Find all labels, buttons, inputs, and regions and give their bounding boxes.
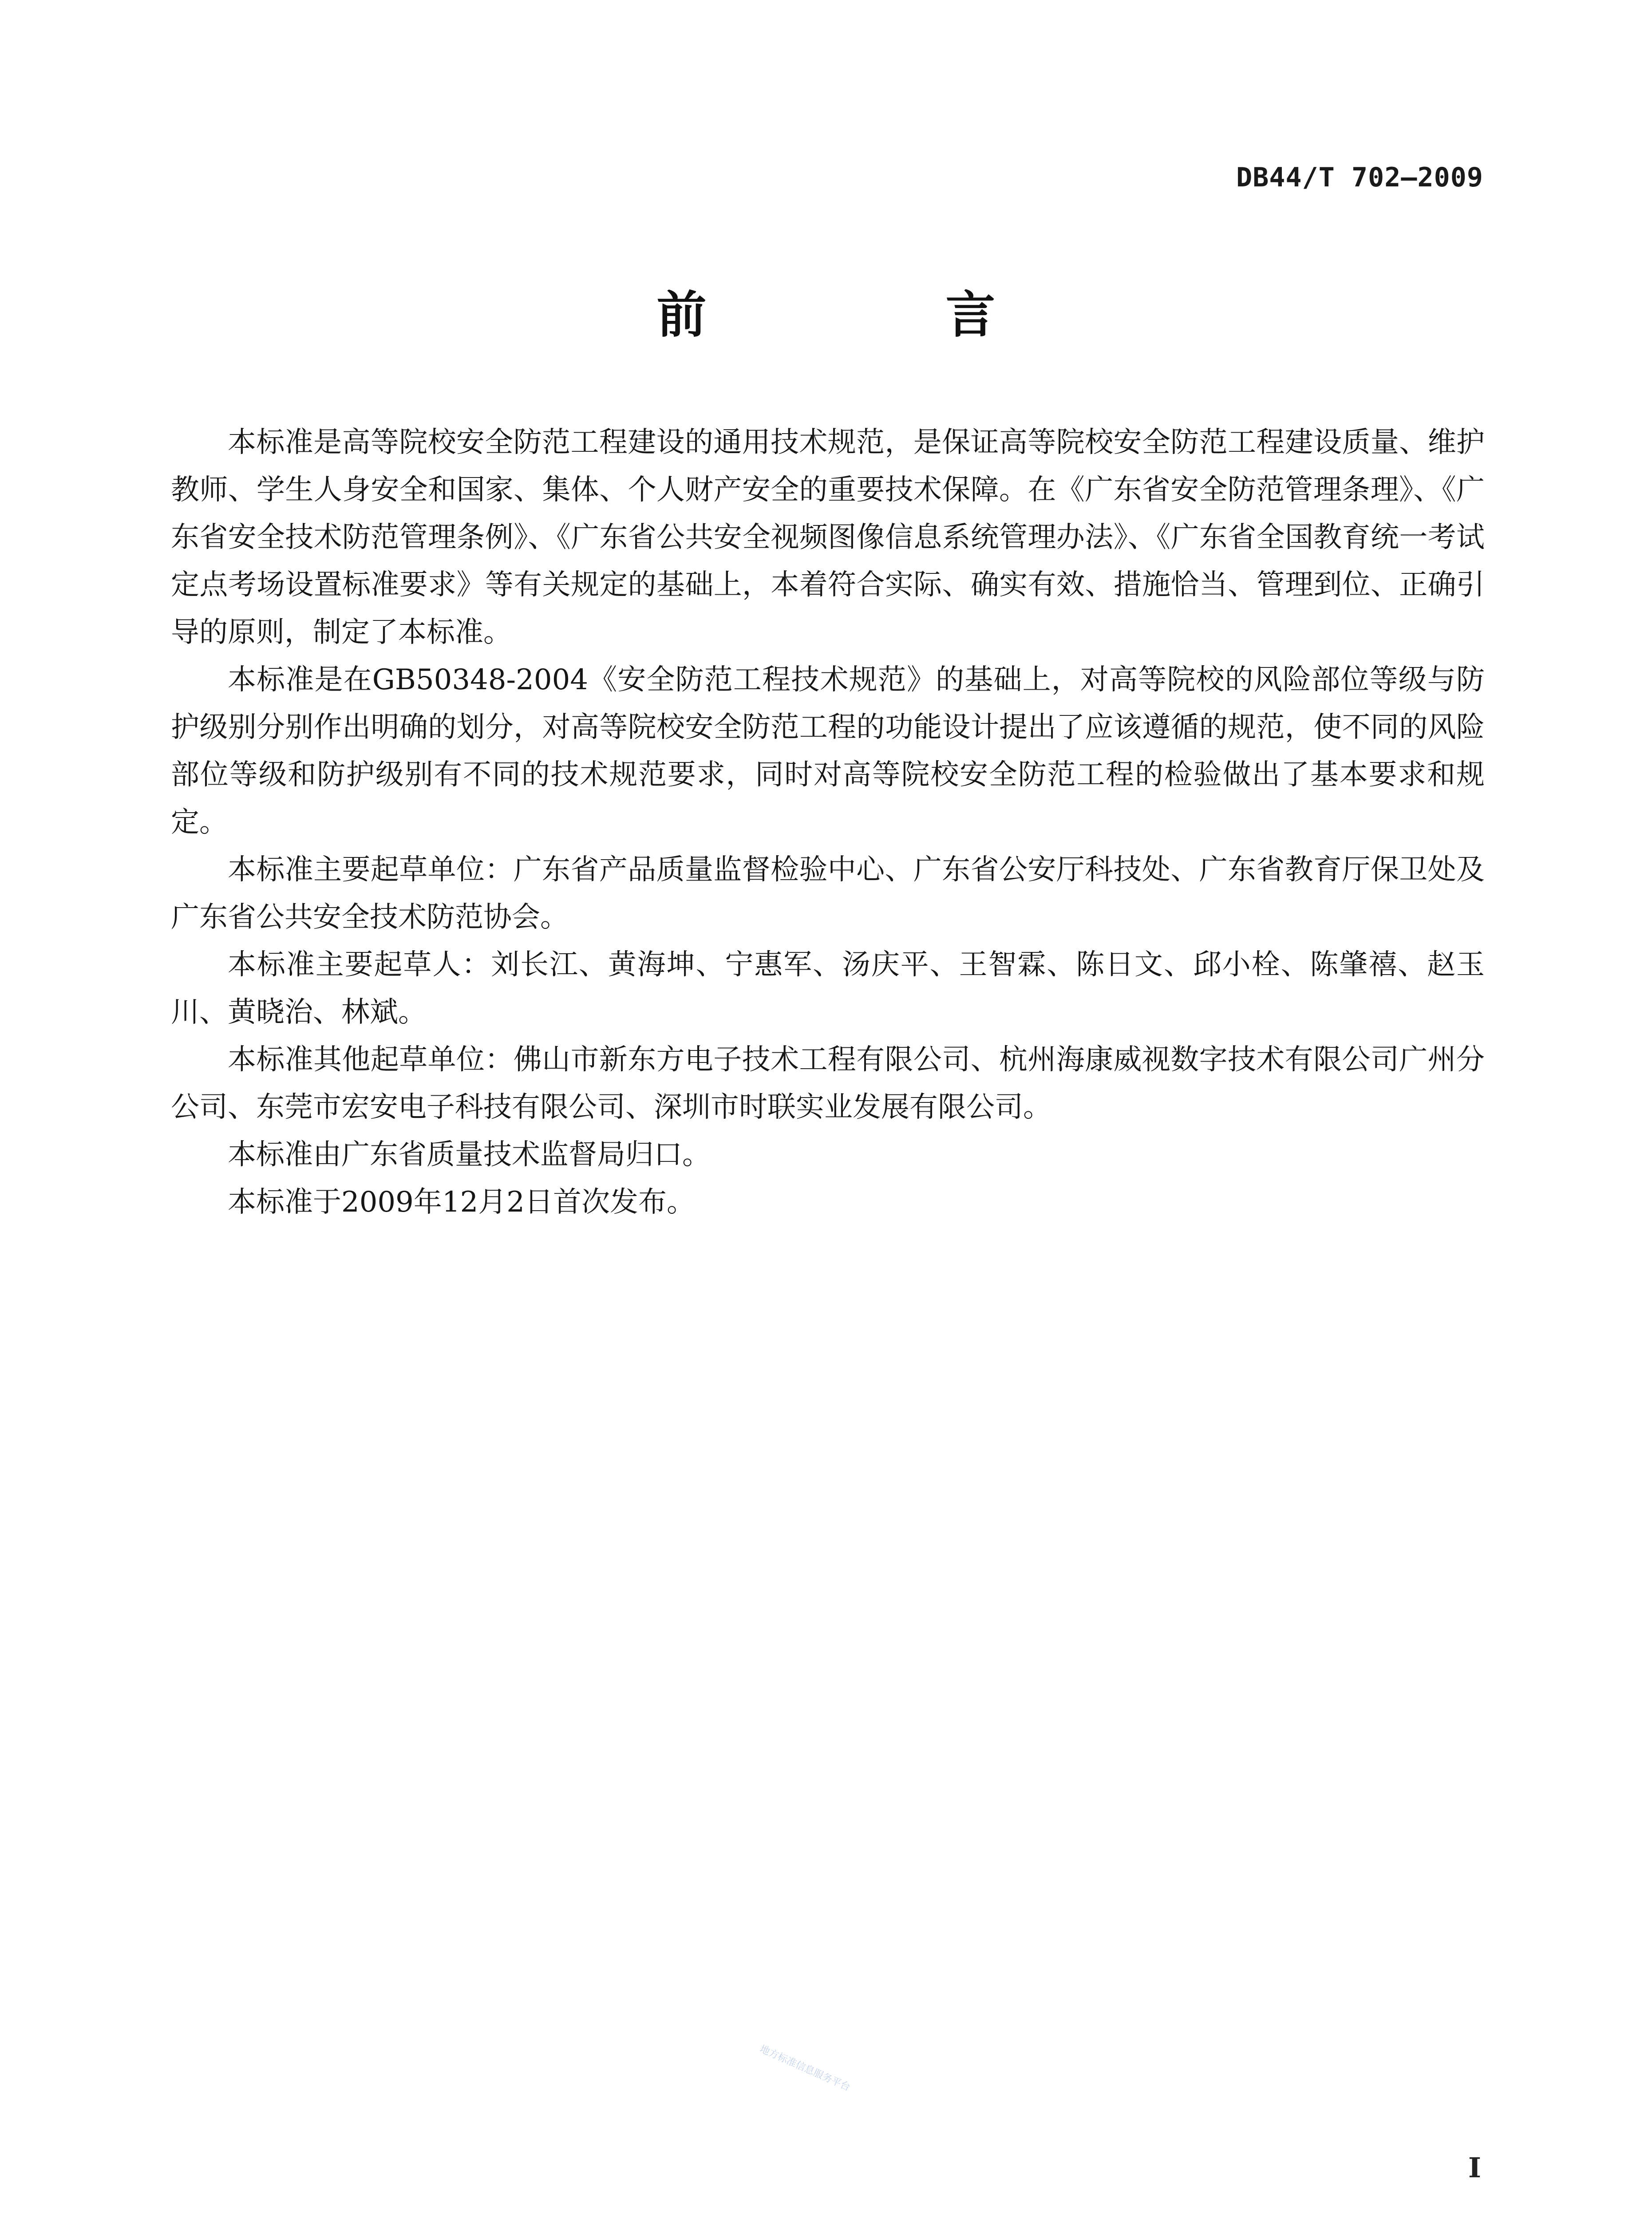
- paragraph-drafters: 本标准主要起草人：刘长江、黄海坤、宁惠军、汤庆平、王智霖、陈日文、邱小栓、陈肇禧、赵玉川、黄晓治、林斌。: [171, 948, 1485, 1029]
- watermark: 地方标准信息服务平台: [758, 2043, 852, 2093]
- paragraph-administration: 本标准由广东省质量技术监督局归口。: [228, 1138, 711, 1171]
- page-number: I: [1468, 2152, 1481, 2184]
- paragraph-purpose: 本标准是高等院校安全防范工程建设的通用技术规范，是保证高等院校安全防范工程建设质量、维护教师、学生人身安全和国家、集体、个人财产安全的重要技术保障。在《广东省安全防范管理条理》、《广东省安全技术防范管理条例》、《广东省公共安全视频图像信息系统管理办法》、《广东省全国教育统一考试定点考场设置标准要求》等有关规定的基础上，本着符合实际、确实有效、措施恰当、管理到位、正确引导的原则，制定了本标准。: [171, 426, 1485, 649]
- paragraph-other-units: 本标准其他起草单位：佛山市新东方电子技术工程有限公司、杭州海康威视数字技术有限公司广州分公司、东莞市宏安电子科技有限公司、深圳市时联实业发展有限公司。: [171, 1043, 1485, 1124]
- page-title: 前 言: [656, 286, 1107, 344]
- paragraph-drafting-units: 本标准主要起草单位：广东省产品质量监督检验中心、广东省公安厅科技处、广东省教育厅保卫处及广东省公共安全技术防范协会。: [171, 853, 1485, 934]
- standard-code: DB44/T 702—2009: [1236, 162, 1483, 193]
- paragraph-basis: 本标准是在GB50348-2004《安全防范工程技术规范》的基础上，对高等院校的风险部位等级与防护级别分别作出明确的划分，对高等院校安全防范工程的功能设计提出了应该遵循的规范，使不同的风险部位等级和防护级别有不同的技术规范要求，同时对高等院校安全防范工程的检验做出了基本要求和规定。: [171, 663, 1485, 839]
- preface-body: [171, 419, 1485, 1226]
- paragraph-release-date: 本标准于2009年12月2日首次发布。: [228, 1186, 696, 1219]
